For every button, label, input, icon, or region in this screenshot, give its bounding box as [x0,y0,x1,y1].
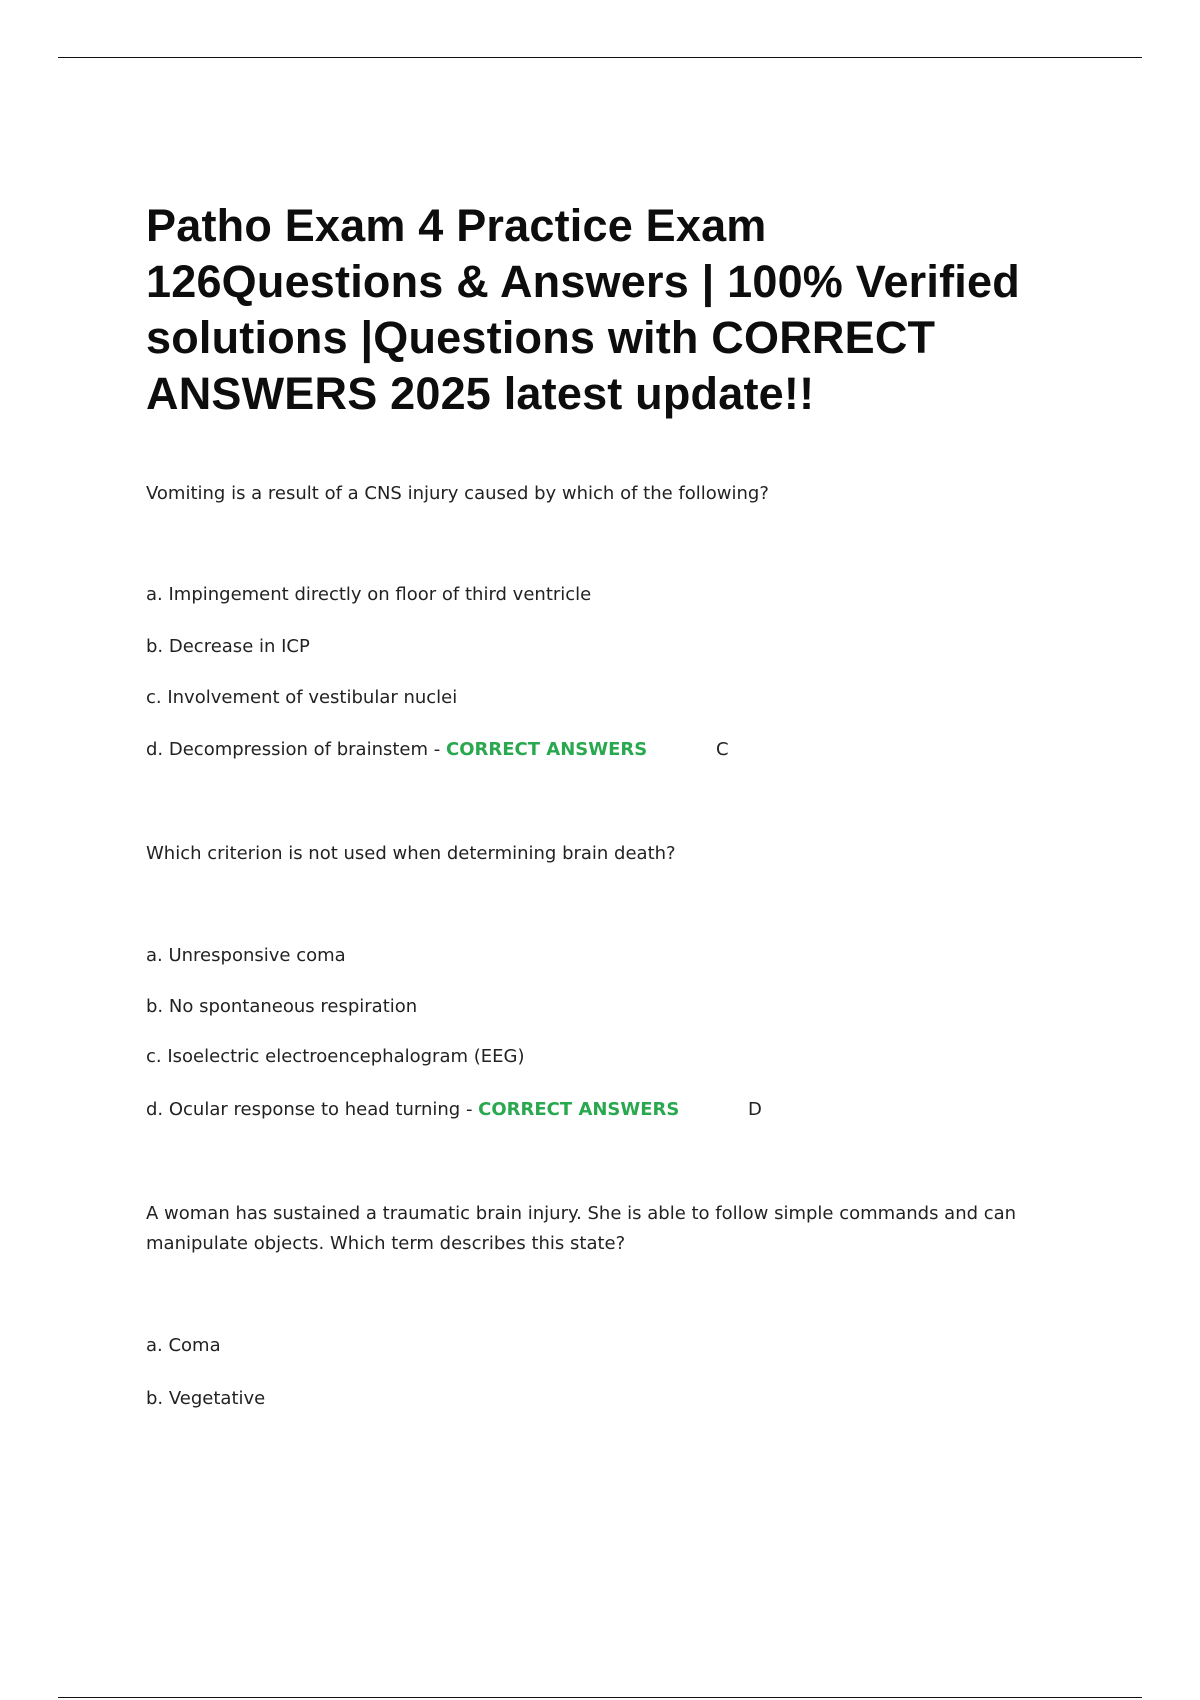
question-1-answer: C [716,739,729,760]
question-3-stem-line-1: A woman has sustained a traumatic brain injury. She is able to follow simple commands and can [146,1203,1017,1224]
question-2-answer: D [748,1099,762,1120]
question-1-option-d [146,735,647,765]
question-3-option-b: b. Vegetative [146,1388,266,1409]
question-2-option-a: a. Unresponsive coma [146,945,346,966]
question-2-option-c: c. Isoelectric electroencephalogram (EEG) [146,1046,525,1067]
title-line-3: solutions |Questions with CORRECT [146,312,936,363]
document-title [146,198,1146,422]
question-3-stem-line-2: manipulate objects. Which term describes this state? [146,1233,626,1254]
question-1-option-d-text: d. Decompression of brainstem - [146,739,446,760]
question-2-stem: Which criterion is not used when determining brain death? [146,843,676,864]
question-1-option-a: a. Impingement directly on floor of third ventricle [146,584,592,605]
question-3-option-a: a. Coma [146,1335,221,1356]
question-1-stem: Vomiting is a result of a CNS injury caused by which of the following? [146,483,769,504]
top-rule [58,57,1142,58]
question-1-option-c: c. Involvement of vestibular nuclei [146,687,458,708]
question-2-option-b: b. No spontaneous respiration [146,996,418,1017]
title-line-1: Patho Exam 4 Practice Exam [146,200,767,251]
title-line-4: ANSWERS 2025 latest update!! [146,368,815,419]
title-line-2: 126Questions & Answers | 100% Verified [146,256,1020,307]
question-2-option-d-text: d. Ocular response to head turning - [146,1099,479,1120]
question-2-correct-label: CORRECT ANSWERS [478,1099,680,1120]
bottom-rule [58,1697,1142,1698]
question-1-correct-label: CORRECT ANSWERS [445,739,648,760]
question-1-option-b: b. Decrease in ICP [146,636,310,657]
question-2-option-d [146,1095,679,1125]
